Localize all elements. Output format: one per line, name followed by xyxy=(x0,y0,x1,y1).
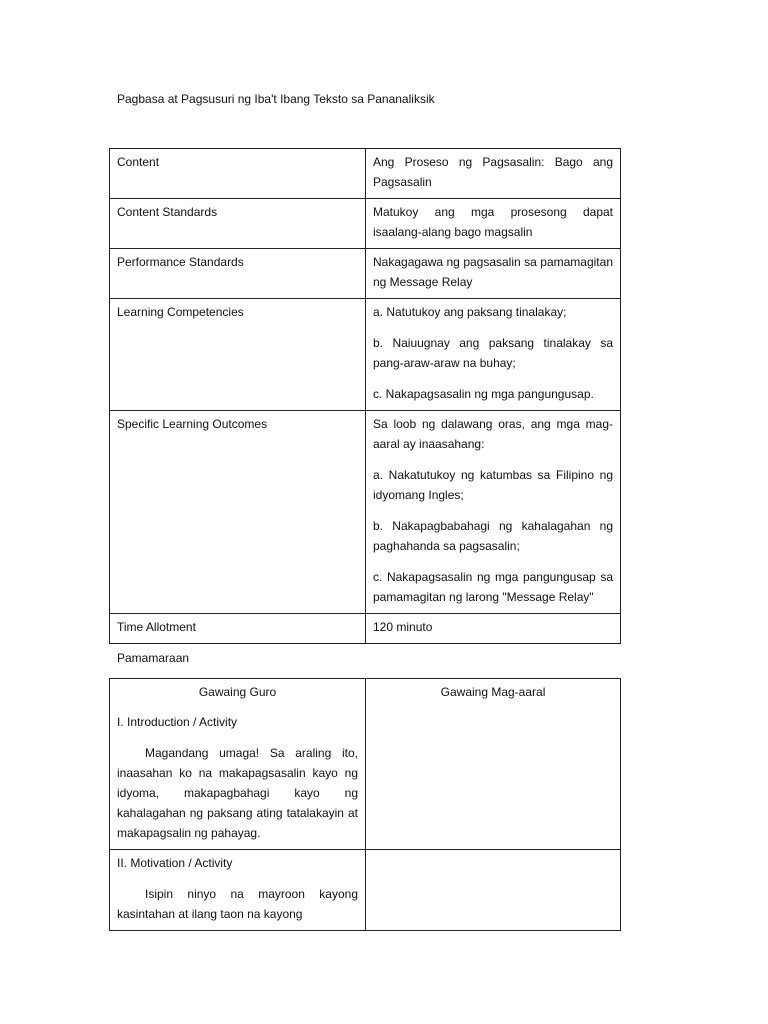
step-text: Isipin ninyo na mayroon kayong kasintahan at ilang taon na kayong xyxy=(117,887,358,921)
outcome-item: a. Nakatutukoy ng katumbas sa Filipino ng idyomang Ingles; xyxy=(373,468,613,502)
row-label: Content xyxy=(110,149,366,199)
row-value xyxy=(366,614,621,644)
student-column xyxy=(366,679,621,850)
table-row xyxy=(110,149,621,199)
row-value xyxy=(366,199,621,249)
teacher-header: Gawaing Guro xyxy=(198,685,277,699)
table-row xyxy=(110,411,621,614)
document-title: Pagbasa at Pagsusuri ng Iba't Ibang Teksto sa Pananaliksik xyxy=(117,92,435,106)
step-heading: I. Introduction / Activity xyxy=(117,715,238,729)
student-column xyxy=(366,850,621,931)
row-value xyxy=(366,411,621,614)
student-header: Gawaing Mag-aaral xyxy=(440,685,546,699)
section-label: Pamamaraan xyxy=(117,651,190,665)
row-label: Specific Learning Outcomes xyxy=(110,411,366,614)
competency-item: a. Natutukoy ang paksang tinalakay; xyxy=(373,305,567,319)
outcome-intro: Sa loob ng dalawang oras, ang mga mag-aaral ay inaasahang: xyxy=(373,417,613,451)
table-row xyxy=(110,679,621,850)
row-label: Learning Competencies xyxy=(110,299,366,411)
lesson-info-table xyxy=(109,148,621,644)
row-value xyxy=(366,299,621,411)
value-text: Matukoy ang mga prosesong dapat isaalang-alang bago magsalin xyxy=(373,205,613,239)
outcome-item: c. Nakapagsasalin ng mga pangungusap sa pamamagitan ng larong "Message Relay" xyxy=(373,570,613,604)
row-value xyxy=(366,149,621,199)
table-row xyxy=(110,199,621,249)
table-row xyxy=(110,299,621,411)
teacher-column xyxy=(110,679,366,850)
procedure-table xyxy=(109,678,621,931)
row-label: Time Allotment xyxy=(110,614,366,644)
table-row xyxy=(110,850,621,931)
row-label: Content Standards xyxy=(110,199,366,249)
outcome-item: b. Nakapagbabahagi ng kahalagahan ng paghahanda sa pagsasalin; xyxy=(373,519,613,553)
table-row xyxy=(110,614,621,644)
value-text: Ang Proseso ng Pagsasalin: Bago ang Pagsasalin xyxy=(373,155,613,189)
value-text: Nakagagawa ng pagsasalin sa pamamagitan ng Message Relay xyxy=(373,255,613,289)
competency-item: b. Naiuugnay ang paksang tinalakay sa pang-araw-araw na buhay; xyxy=(373,336,613,370)
competency-item: c. Nakapagsasalin ng mga pangungusap. xyxy=(373,387,594,401)
value-text: 120 minuto xyxy=(373,620,433,634)
step-heading: II. Motivation / Activity xyxy=(117,856,233,870)
teacher-column xyxy=(110,850,366,931)
row-value xyxy=(366,249,621,299)
step-text: Magandang umaga! Sa araling ito, inaasahan ko na makapagsasalin kayo ng idyoma, makapagbahagi kayo ng kahalagahan ng paksang ating tatalakayin at makapagsalin ng pahayag. xyxy=(117,746,358,840)
table-row xyxy=(110,249,621,299)
row-label: Performance Standards xyxy=(110,249,366,299)
